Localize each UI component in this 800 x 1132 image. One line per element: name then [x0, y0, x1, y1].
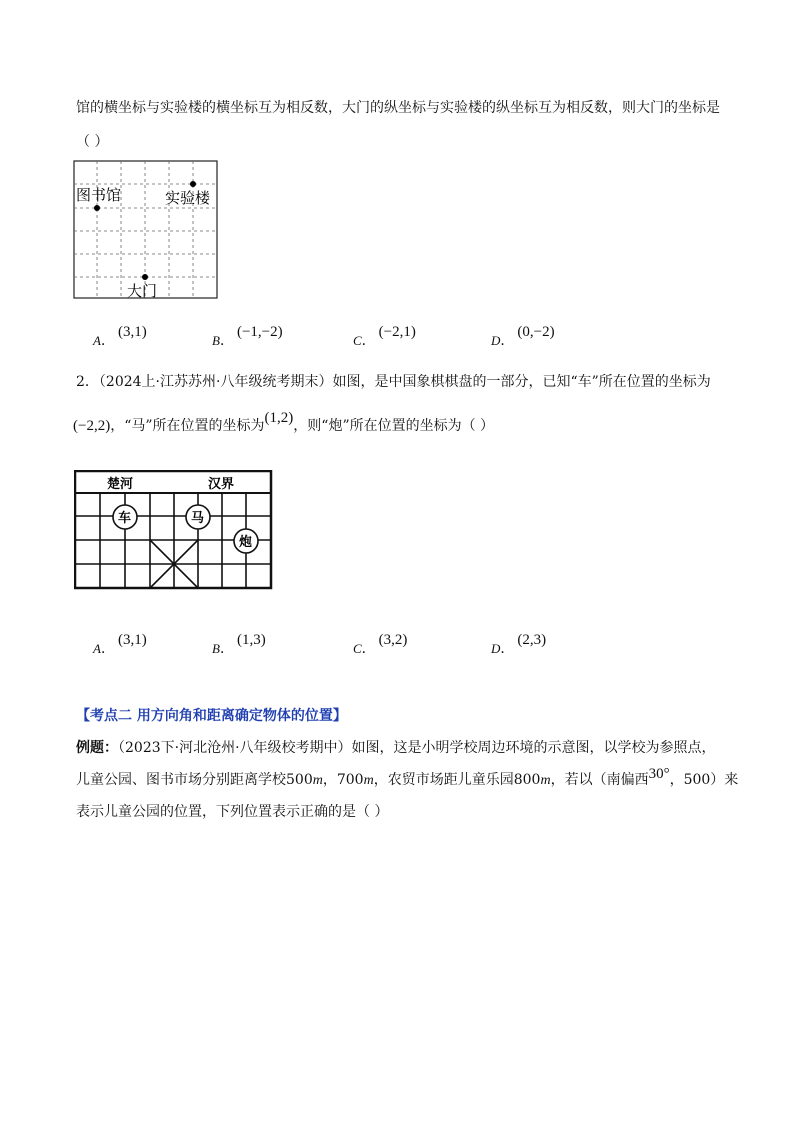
q2-source: （2024上·江苏苏州·八年级统考期末） [98, 374, 333, 390]
coord-che: (−2,2) [73, 418, 111, 434]
q2-option-c[interactable]: C．(3,2) [353, 632, 408, 657]
library-point [94, 205, 100, 211]
library-label: 图书馆 [76, 186, 122, 204]
example-label: 例题： [76, 740, 118, 756]
q1-answer-paren: （ ） [76, 134, 109, 150]
distance-500: 500 [286, 772, 313, 788]
example-line2: 儿童公园、图书市场分别距离学校500m，700m，农贸市场距儿童乐园800m，若以（南偏西30°，500）来 [76, 766, 739, 788]
gate-point [142, 274, 148, 280]
chess-board-figure [74, 470, 274, 590]
example-line3: 表示儿童公园的位置，下列位置表示正确的是（ ） [76, 804, 389, 820]
piece-pao-label: 炮 [239, 535, 253, 550]
distance-700: 700 [336, 772, 364, 788]
q1-option-a[interactable]: A．(3,1) [93, 324, 147, 349]
q1-option-c[interactable]: C．(−2,1) [353, 324, 416, 349]
q2-text2a: ，“马”所在位置的坐标为 [110, 418, 265, 434]
q1-grid-figure [73, 160, 219, 300]
river-left-label: 楚河 [107, 477, 134, 492]
q2-text1: 如图，是中国象棋棋盘的一部分，已知“车”所在位置的坐标为 [332, 374, 711, 390]
example-text1: 如图，这是小明学校周边环境的示意图，以学校为参照点， [351, 740, 716, 756]
q2-number: 2． [76, 374, 99, 390]
example-line1 [76, 738, 716, 758]
q2-text-line2 [73, 410, 495, 436]
coord-ma: (1,2) [264, 410, 294, 426]
q2-option-d[interactable]: D．(2,3) [491, 632, 547, 657]
q1-text-line1: 馆的横坐标与实验楼的横坐标互为相反数，大门的纵坐标与实验楼的纵坐标互为相反数，则大门的坐标是 [76, 100, 720, 116]
angle-30: 30° [648, 766, 670, 782]
river-right-label: 汉界 [208, 477, 235, 492]
distance-800: 800 [513, 772, 541, 788]
section-heading: 【考点二 用方向角和距离确定物体的位置】 [76, 708, 347, 724]
q2-option-a[interactable]: A．(3,1) [93, 632, 147, 657]
q2-option-b[interactable]: B．(1,3) [212, 632, 266, 657]
example-source: （2023下·河北沧州·八年级校考期中） [118, 740, 352, 756]
piece-ma-label: 马 [191, 511, 205, 526]
q1-option-b[interactable]: B．(−1,−2) [212, 324, 283, 349]
lab-point [190, 181, 196, 187]
lab-label: 实验楼 [165, 189, 211, 207]
piece-che-label: 车 [118, 511, 132, 526]
gate-label: 大门 [127, 282, 158, 300]
q2-text2b: ，则“炮”所在位置的坐标为（ ） [293, 418, 495, 434]
q2-text-line1 [76, 372, 711, 392]
q1-option-d[interactable]: D．(0,−2) [491, 324, 555, 349]
